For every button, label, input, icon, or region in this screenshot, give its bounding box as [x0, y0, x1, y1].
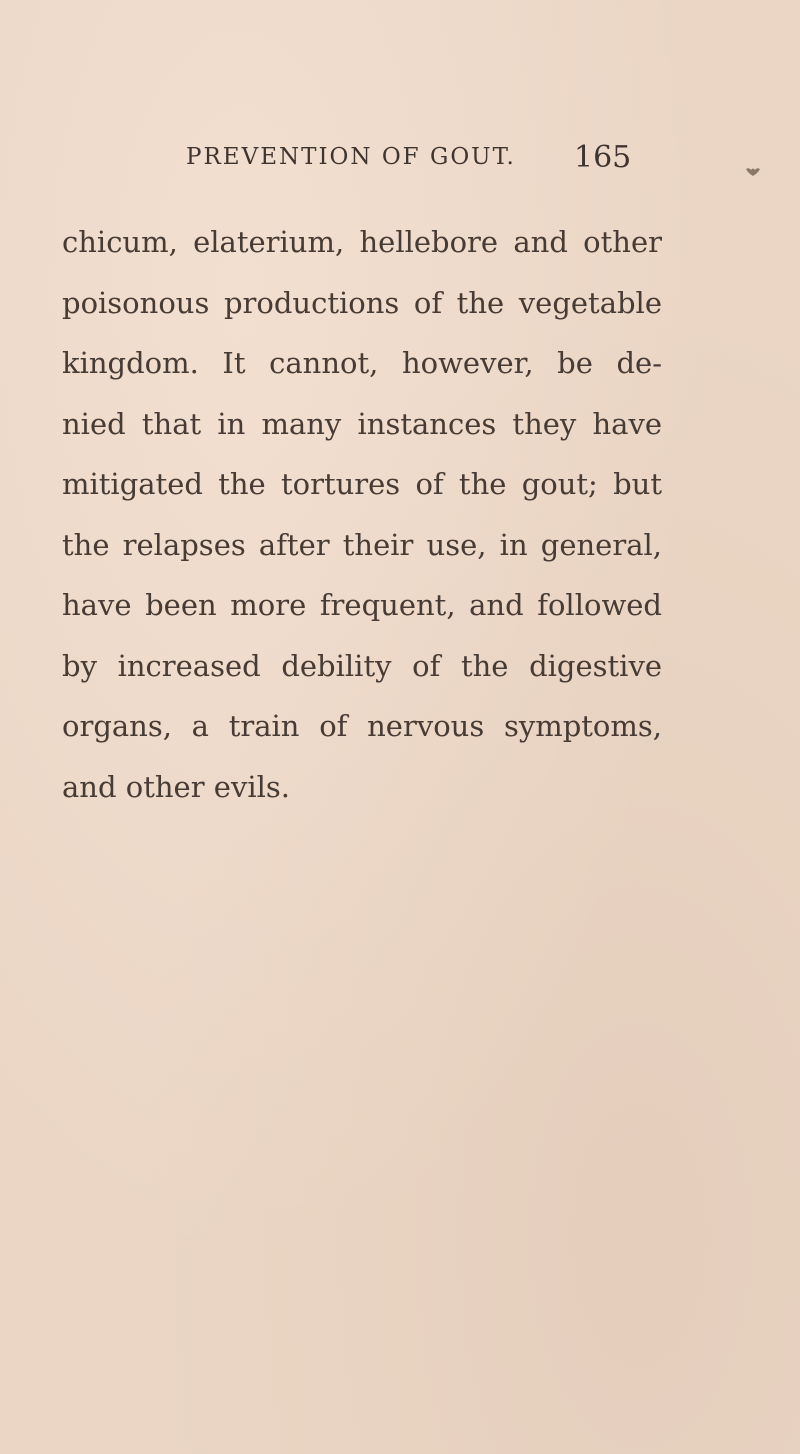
- text-line: chicum, elaterium, hellebore and other: [62, 225, 662, 259]
- text-line: and other evils.: [62, 769, 290, 804]
- text-line: the relapses after their use, in general,: [62, 527, 662, 562]
- running-title: PREVENTION OF GOUT.: [186, 144, 516, 170]
- page-header: [186, 140, 706, 180]
- text-line: organs, a train of nervous symptoms,: [62, 709, 662, 743]
- text-line: mitigated the tortures of the gout; but: [62, 467, 662, 501]
- text-line: nied that in many instances they have: [62, 406, 662, 441]
- text-line: have been more frequent, and followed: [62, 588, 662, 622]
- text-line: kingdom. It cannot, however, be de-: [62, 346, 662, 380]
- body-paragraph: [62, 212, 662, 817]
- text-line: by increased debility of the digestive: [62, 648, 662, 683]
- printer-flower-ornament-icon: [745, 166, 761, 178]
- text-line: poisonous productions of the vegetable: [62, 285, 662, 320]
- page-number: 165: [574, 140, 632, 175]
